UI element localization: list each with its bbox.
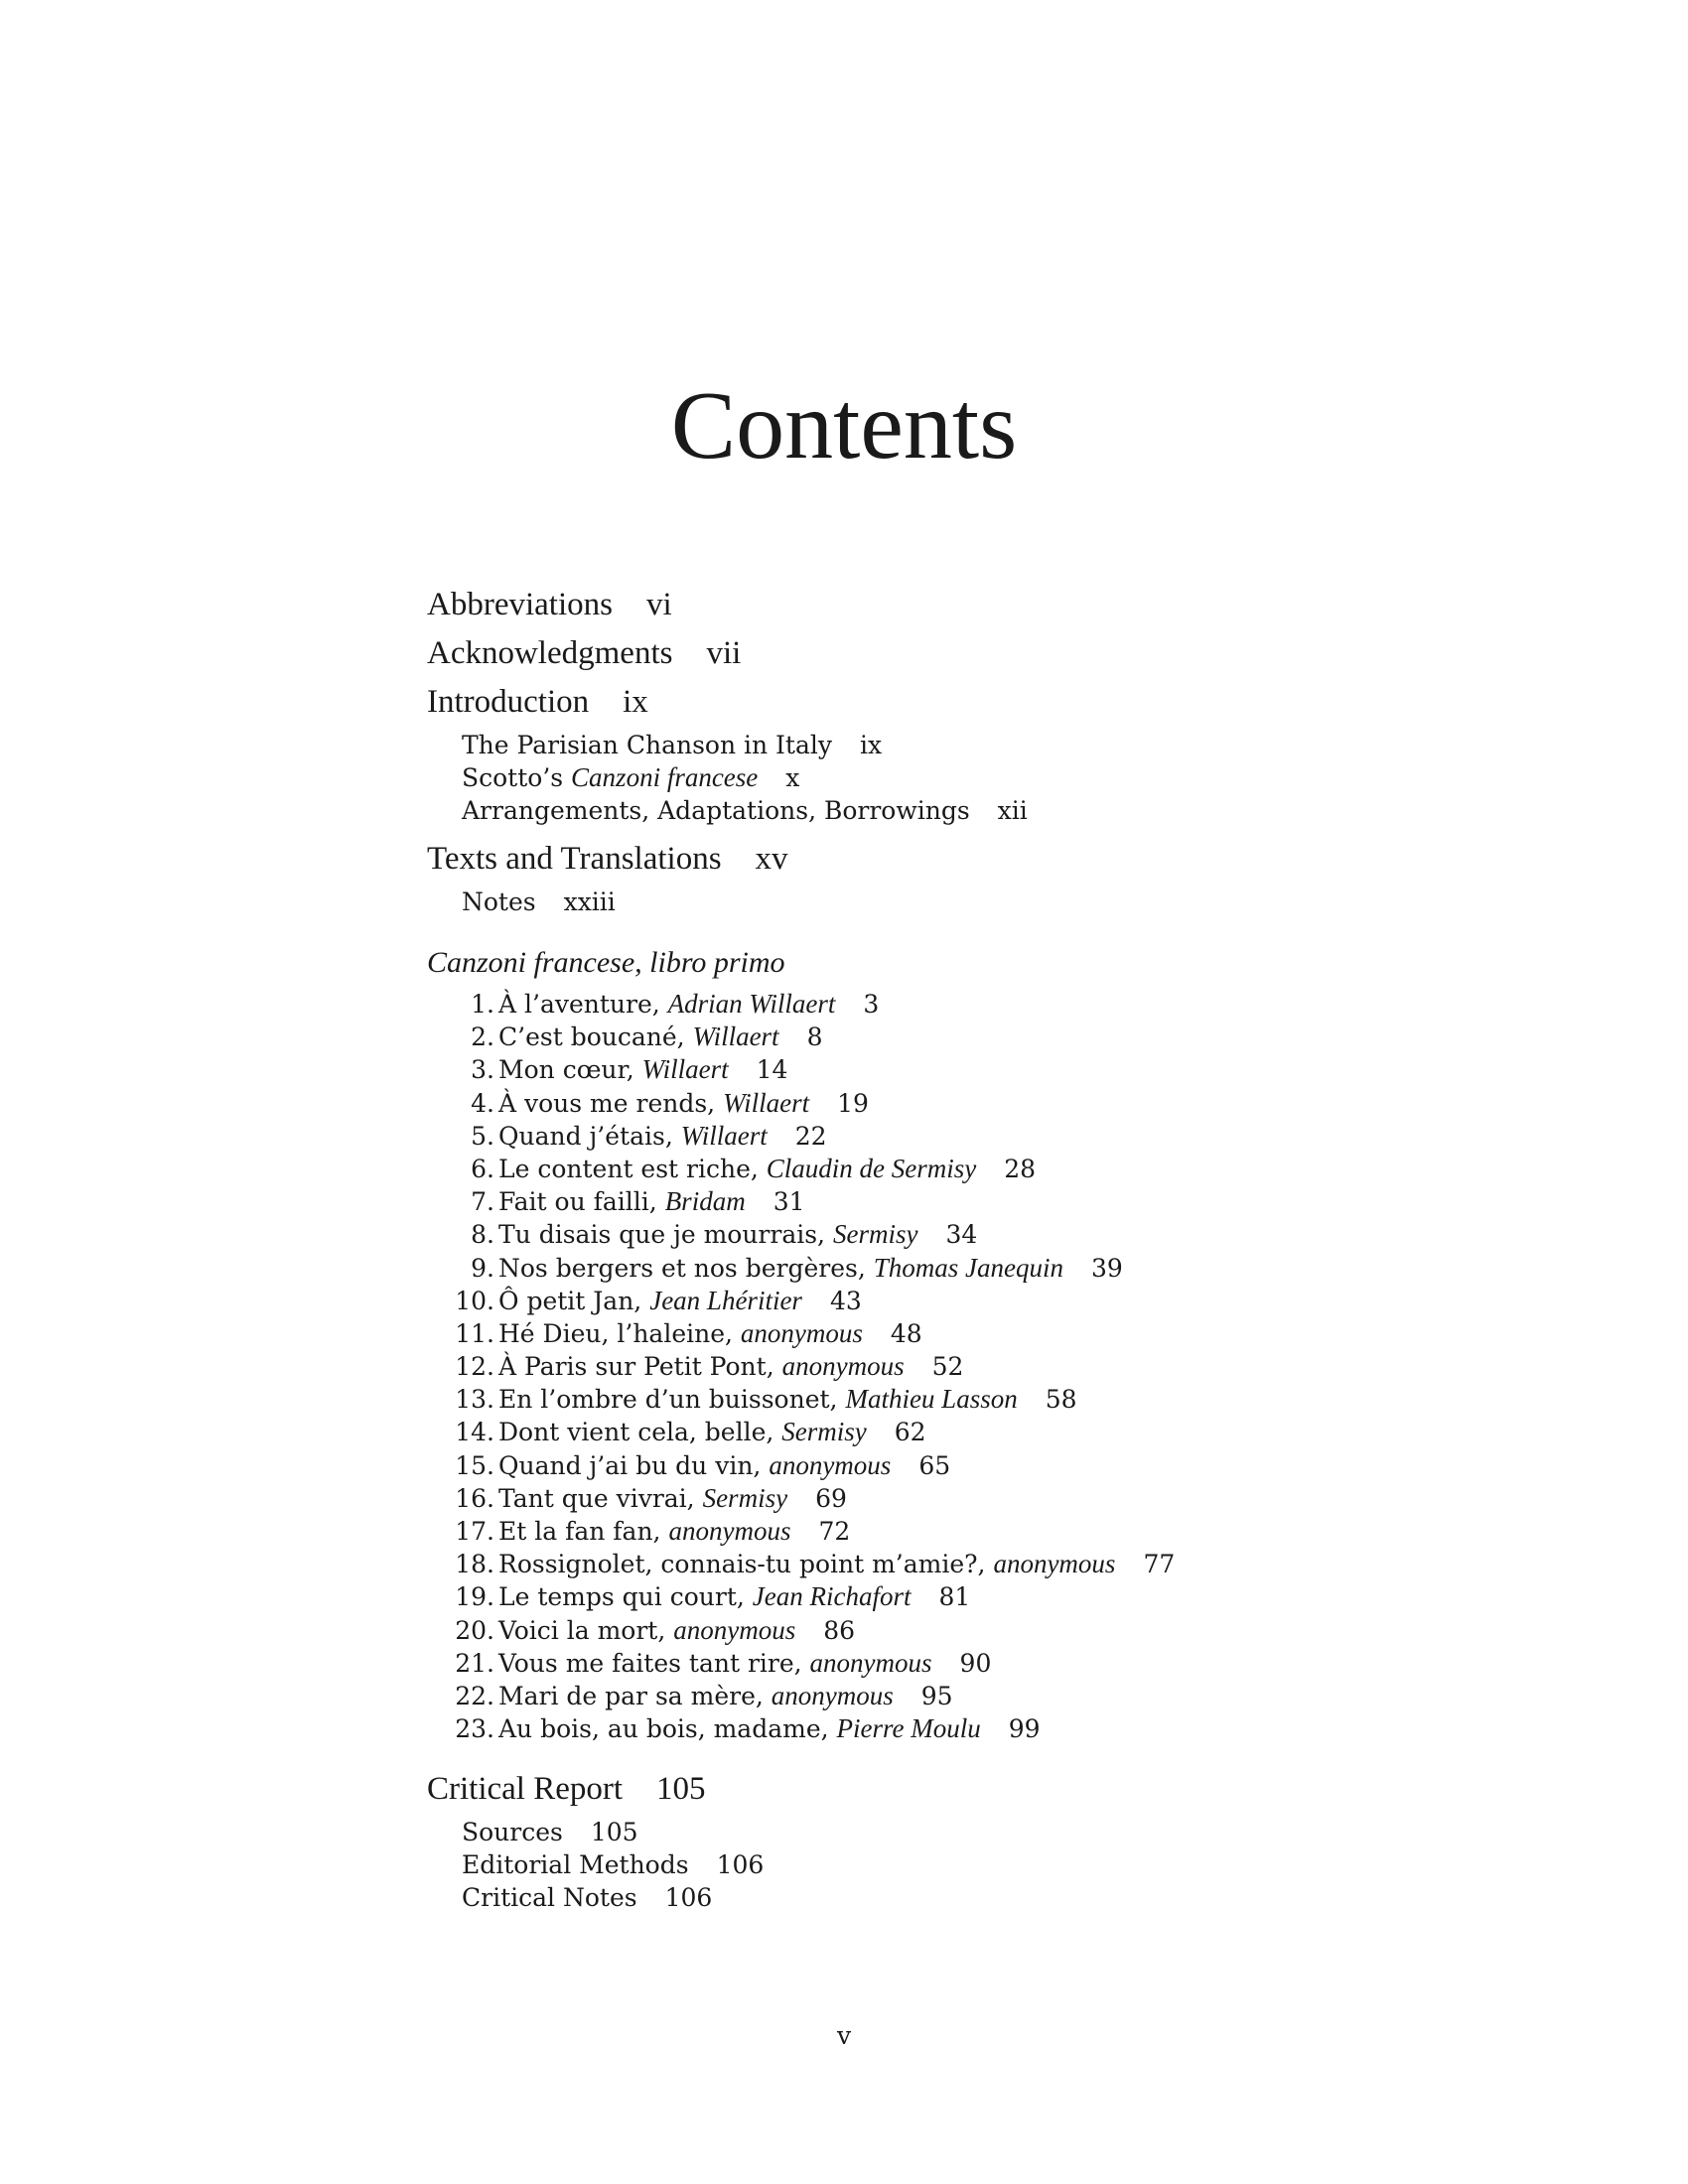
piece-page: 43 (829, 1286, 862, 1315)
piece-title: Mari de par sa mère, (498, 1681, 764, 1710)
piece-entry[interactable] (427, 1153, 1420, 1185)
toc-subentry-page: x (785, 763, 800, 792)
piece-entry[interactable] (427, 1317, 1420, 1350)
piece-composer: Sermisy (702, 1482, 788, 1513)
piece-composer: Sermisy (832, 1219, 918, 1250)
piece-page: 14 (756, 1055, 788, 1085)
piece-page: 31 (773, 1187, 805, 1217)
piece-number: 10. (455, 1286, 494, 1315)
toc-subentry-page: xxiii (563, 887, 616, 916)
piece-title: Et la fan fan, (498, 1517, 661, 1546)
piece-title: Tant que vivrai, (498, 1483, 695, 1513)
toc-subentry-page: ix (860, 731, 883, 759)
texts-subsections (462, 886, 1420, 918)
toc-subentry-label-italic: Canzoni francese (571, 762, 759, 792)
piece-entry[interactable] (427, 1647, 1420, 1680)
toc-entry-label: Critical Report (427, 1771, 624, 1808)
piece-composer: Willaert (680, 1120, 768, 1151)
piece-page: 65 (918, 1450, 951, 1480)
piece-number: 23. (455, 1714, 494, 1744)
piece-number: 13. (455, 1385, 494, 1415)
piece-composer: Jean Lhéritier (649, 1285, 802, 1315)
piece-page: 86 (823, 1615, 856, 1645)
toc-entry-page: xv (755, 841, 788, 877)
piece-page: 3 (863, 990, 880, 1019)
piece-entry[interactable] (427, 1712, 1420, 1745)
piece-number: 22. (455, 1681, 494, 1710)
piece-composer: Willaert (723, 1087, 810, 1118)
piece-number: 12. (455, 1352, 494, 1382)
piece-entry[interactable] (427, 1449, 1420, 1482)
piece-entry[interactable] (427, 1580, 1420, 1613)
piece-number: 21. (455, 1648, 494, 1678)
collection-heading: Canzoni francese, libro primo (427, 946, 785, 979)
piece-title: Vous me faites tant rire, (498, 1648, 802, 1678)
piece-page: 77 (1143, 1550, 1176, 1579)
piece-title: À Paris sur Petit Pont, (498, 1352, 774, 1382)
piece-entry[interactable] (427, 1614, 1420, 1647)
piece-number: 20. (455, 1615, 494, 1645)
piece-title: Quand j’étais, (498, 1121, 673, 1151)
toc-subentry[interactable] (462, 886, 1420, 918)
page-title: Contents (670, 372, 1018, 479)
piece-composer: Pierre Moulu (836, 1713, 981, 1744)
piece-number: 6. (471, 1154, 494, 1183)
piece-composer: Bridam (664, 1186, 746, 1217)
piece-title: Rossignolet, connais-tu point m’amie?, (498, 1550, 986, 1579)
piece-composer: Claudin de Sermisy (766, 1153, 977, 1183)
piece-page: 58 (1045, 1385, 1077, 1415)
piece-number: 15. (455, 1450, 494, 1480)
toc-entry-label: Abbreviations (427, 587, 613, 622)
piece-composer: Jean Richafort (752, 1581, 912, 1612)
introduction-subsections (462, 729, 1420, 827)
piece-page: 62 (894, 1418, 926, 1447)
piece-composer: Willaert (692, 1022, 779, 1052)
toc-entry-page: 105 (656, 1771, 706, 1808)
toc-entry-page: vi (645, 587, 672, 622)
piece-page: 19 (837, 1088, 869, 1118)
piece-number: 7. (471, 1187, 494, 1217)
piece-page: 52 (931, 1352, 964, 1382)
toc-subentry-page: xii (997, 796, 1028, 825)
piece-page: 99 (1008, 1714, 1041, 1744)
piece-title: Fait ou failli, (498, 1187, 657, 1217)
piece-entry[interactable] (427, 1350, 1420, 1383)
piece-number: 11. (455, 1318, 494, 1348)
piece-composer: anonymous (781, 1351, 905, 1382)
piece-number: 1. (471, 990, 494, 1019)
toc-entry-page: ix (623, 684, 648, 720)
piece-title: Nos bergers et nos bergères, (498, 1253, 866, 1283)
toc-subentry-page: 106 (664, 1883, 713, 1913)
piece-title: Au bois, au bois, madame, (498, 1714, 829, 1744)
piece-page: 22 (794, 1121, 827, 1151)
piece-composer: anonymous (673, 1614, 796, 1645)
piece-page: 48 (890, 1318, 922, 1348)
toc-subentry-label: Sources (462, 1818, 563, 1847)
piece-number: 14. (455, 1418, 494, 1447)
piece-entry[interactable] (427, 1383, 1420, 1416)
piece-page: 69 (815, 1483, 847, 1513)
piece-title: Dont vient cela, belle, (498, 1418, 774, 1447)
piece-title: À l’aventure, (498, 990, 660, 1019)
toc-subentry-label: Editorial Methods (462, 1850, 689, 1880)
piece-entry[interactable] (427, 1285, 1420, 1317)
piece-entry[interactable] (427, 1482, 1420, 1515)
piece-entry[interactable] (427, 1416, 1420, 1448)
piece-composer: anonymous (809, 1647, 932, 1678)
piece-entry[interactable] (427, 1515, 1420, 1548)
piece-number: 3. (471, 1055, 494, 1085)
piece-number: 2. (471, 1023, 494, 1052)
piece-composer: Adrian Willaert (667, 989, 836, 1019)
piece-title: Mon cœur, (498, 1055, 634, 1085)
piece-entry[interactable] (427, 988, 1420, 1021)
piece-entry[interactable] (427, 1252, 1420, 1285)
piece-entry[interactable] (427, 1185, 1420, 1218)
piece-title: Le temps qui court, (498, 1582, 745, 1612)
piece-number: 18. (455, 1550, 494, 1579)
piece-title: Ô petit Jan, (498, 1286, 642, 1315)
page-number: v (836, 2021, 852, 2050)
toc-entry-abbreviations[interactable] (427, 581, 1420, 629)
toc-subentry-label: Arrangements, Adaptations, Borrowings (462, 796, 970, 825)
piece-entry[interactable] (427, 1120, 1420, 1153)
toc-subentry-label: Scotto’s (462, 763, 572, 792)
piece-title: En l’ombre d’un buissonet, (498, 1385, 838, 1415)
piece-composer: Mathieu Lasson (845, 1384, 1018, 1415)
piece-entry[interactable] (427, 1021, 1420, 1053)
toc-subentry-page: 106 (716, 1850, 765, 1880)
piece-entry[interactable] (427, 1680, 1420, 1712)
piece-number: 9. (471, 1253, 494, 1283)
piece-composer: Willaert (641, 1054, 729, 1085)
toc-entry-critical-report[interactable] (427, 1765, 1420, 1814)
piece-page: 34 (945, 1220, 978, 1250)
piece-entry[interactable] (427, 1548, 1420, 1580)
piece-composer: anonymous (769, 1449, 892, 1480)
piece-title: Quand j’ai bu du vin, (498, 1450, 762, 1480)
toc-subentry[interactable] (462, 1816, 1420, 1848)
toc-subentry[interactable] (462, 729, 1420, 761)
piece-title: À vous me rends, (498, 1088, 716, 1118)
piece-entry[interactable] (427, 1087, 1420, 1120)
piece-title: C’est boucané, (498, 1023, 685, 1052)
piece-number: 8. (471, 1220, 494, 1250)
toc-subentry-label: Critical Notes (462, 1883, 637, 1913)
piece-number: 4. (471, 1088, 494, 1118)
piece-page: 95 (920, 1681, 953, 1710)
piece-list (427, 988, 1420, 1745)
toc-subentry-page: 105 (590, 1818, 638, 1847)
toc-entry-texts-and-translations[interactable] (427, 835, 1420, 884)
toc-entry-page: vii (706, 635, 742, 671)
piece-entry[interactable] (427, 1053, 1420, 1086)
piece-page: 81 (938, 1582, 971, 1612)
critical-report-subsections (462, 1816, 1420, 1914)
toc-entry-label: Introduction (427, 684, 590, 720)
piece-entry[interactable] (427, 1218, 1420, 1251)
piece-page: 90 (959, 1648, 992, 1678)
piece-number: 5. (471, 1121, 494, 1151)
piece-composer: anonymous (771, 1680, 894, 1710)
toc-subentry-label: Notes (462, 887, 536, 916)
toc-subentry[interactable] (462, 761, 1420, 794)
piece-composer: Thomas Janequin (873, 1252, 1063, 1283)
toc-entry-label: Texts and Translations (427, 841, 722, 877)
piece-number: 16. (455, 1483, 494, 1513)
piece-page: 8 (806, 1023, 823, 1052)
toc-entry-label: Acknowledgments (427, 635, 673, 671)
toc-subentry-label: The Parisian Chanson in Italy (462, 731, 832, 759)
table-of-contents (427, 581, 1420, 1922)
piece-composer: anonymous (668, 1516, 791, 1546)
toc-entry-introduction[interactable] (427, 678, 1420, 727)
toc-subentry[interactable] (462, 794, 1420, 827)
toc-subentry[interactable] (462, 1881, 1420, 1914)
piece-page: 39 (1090, 1253, 1123, 1283)
piece-number: 17. (455, 1517, 494, 1546)
piece-title: Le content est riche, (498, 1154, 759, 1183)
toc-entry-acknowledgments[interactable] (427, 629, 1420, 678)
piece-title: Tu disais que je mourrais, (498, 1220, 826, 1250)
piece-title: Hé Dieu, l’haleine, (498, 1318, 733, 1348)
piece-page: 28 (1004, 1154, 1037, 1183)
piece-composer: Sermisy (781, 1417, 867, 1447)
piece-number: 19. (455, 1582, 494, 1612)
piece-composer: anonymous (993, 1549, 1116, 1579)
piece-composer: anonymous (740, 1317, 863, 1348)
piece-title: Voici la mort, (498, 1615, 666, 1645)
toc-subentry[interactable] (462, 1848, 1420, 1881)
piece-page: 72 (818, 1517, 851, 1546)
